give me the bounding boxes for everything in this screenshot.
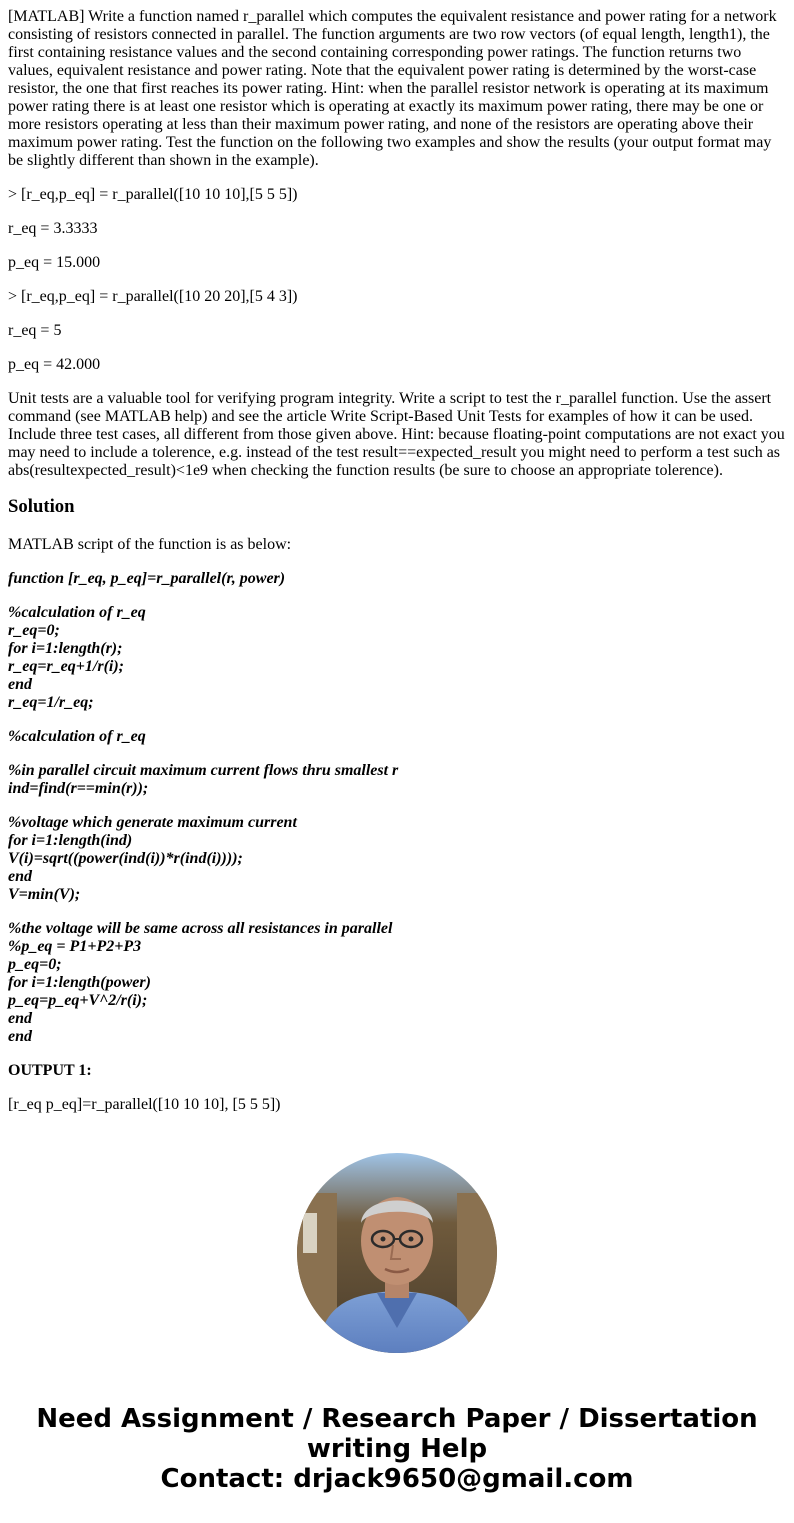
code-line: %calculation of r_eq <box>8 728 146 745</box>
function-signature: function [r_eq, p_eq]=r_parallel(r, power) <box>8 570 286 587</box>
example1-r-eq: r_eq = 3.3333 <box>8 220 98 237</box>
output-label: OUTPUT 1: <box>8 1062 92 1079</box>
example2-p-eq: p_eq = 42.000 <box>8 356 101 373</box>
portrait-image <box>297 1153 497 1353</box>
solution-heading: Solution <box>8 496 75 517</box>
code-line: for i=1:length(ind) <box>8 832 133 849</box>
question-paragraph: [MATLAB] Write a function named r_parallel which computes the equivalent resistance and power rating for a network consisting of resistors connected in parallel. The function arguments are two row vectors (of equal length, length1), the first containing resistance values and the second containing corresponding power ratings. The function returns two values, equivalent resistance and power rating. Note that the equivalent power rating is determined by the worst-case resistor, the one that first reaches its power rating. Hint: when the parallel resistor network is operating at its maximum power rating there is at least one resistor which is operating at exactly its maximum power rating, there may be one or more resistors operating at less than their maximum power rating, and none of the resistors are operating above their maximum power rating. Test the function on the following two examples and show the results (your output format may be slightly different than shown in the example). <box>8 8 777 169</box>
code-line: end <box>8 1028 32 1045</box>
code-line: end <box>8 868 32 885</box>
code-line: %the voltage will be same across all resistances in parallel <box>8 920 393 937</box>
example1-p-eq: p_eq = 15.000 <box>8 254 101 271</box>
promo-headline: Need Assignment / Research Paper / Dissertation writing Help <box>36 1404 758 1464</box>
example2-command: > [r_eq,p_eq] = r_parallel([10 20 20],[5 4 3]) <box>8 288 298 305</box>
code-line: p_eq=p_eq+V^2/r(i); <box>8 992 148 1009</box>
code-line: r_eq=1/r_eq; <box>8 694 94 711</box>
code-block-min-r <box>8 762 786 798</box>
example2-r-eq: r_eq = 5 <box>8 322 62 339</box>
code-block-comment <box>8 728 786 746</box>
code-block-voltage <box>8 814 786 904</box>
code-line: %voltage which generate maximum current <box>8 814 297 831</box>
promo-contact: Contact: drjack9650@gmail.com <box>160 1464 634 1494</box>
code-block-req-sum <box>8 604 786 712</box>
code-line: V=min(V); <box>8 886 81 903</box>
code-line: for i=1:length(power) <box>8 974 151 991</box>
code-line: ind=find(r==min(r)); <box>8 780 149 797</box>
code-line: r_eq=0; <box>8 622 60 639</box>
code-line: for i=1:length(r); <box>8 640 123 657</box>
unit-tests-paragraph: Unit tests are a valuable tool for verifying program integrity. Write a script to test the r_parallel function. Use the assert command (see MATLAB help) and see the article Write Script-Based Unit Tests for examples of how it can be used. Include three test cases, all different from those given above. Hint: because floating-point computations are not exact you may need to include a tolerence, e.g. instead of the test result==expected_result you might need to perform a test such as abs(resultexpected_result)<1e9 when checking the function results (be sure to choose an appropriate tolerence). <box>8 390 785 479</box>
code-line: %p_eq = P1+P2+P3 <box>8 938 142 955</box>
code-line: V(i)=sqrt((power(ind(i))*r(ind(i)))); <box>8 850 243 867</box>
solution-intro: MATLAB script of the function is as below: <box>8 536 292 553</box>
code-line: p_eq=0; <box>8 956 62 973</box>
example1-command: > [r_eq,p_eq] = r_parallel([10 10 10],[5 5 5]) <box>8 186 298 203</box>
code-block-power <box>8 920 786 1046</box>
author-avatar <box>297 1153 497 1353</box>
document-body <box>8 8 786 1130</box>
output-command: [r_eq p_eq]=r_parallel([10 10 10], [5 5 5]) <box>8 1096 281 1113</box>
code-line: end <box>8 1010 32 1027</box>
code-line: %in parallel circuit maximum current flows thru smallest r <box>8 762 399 779</box>
code-line: end <box>8 676 32 693</box>
code-line: r_eq=r_eq+1/r(i); <box>8 658 124 675</box>
promo-banner <box>0 1404 794 1494</box>
code-line: %calculation of r_eq <box>8 604 146 621</box>
